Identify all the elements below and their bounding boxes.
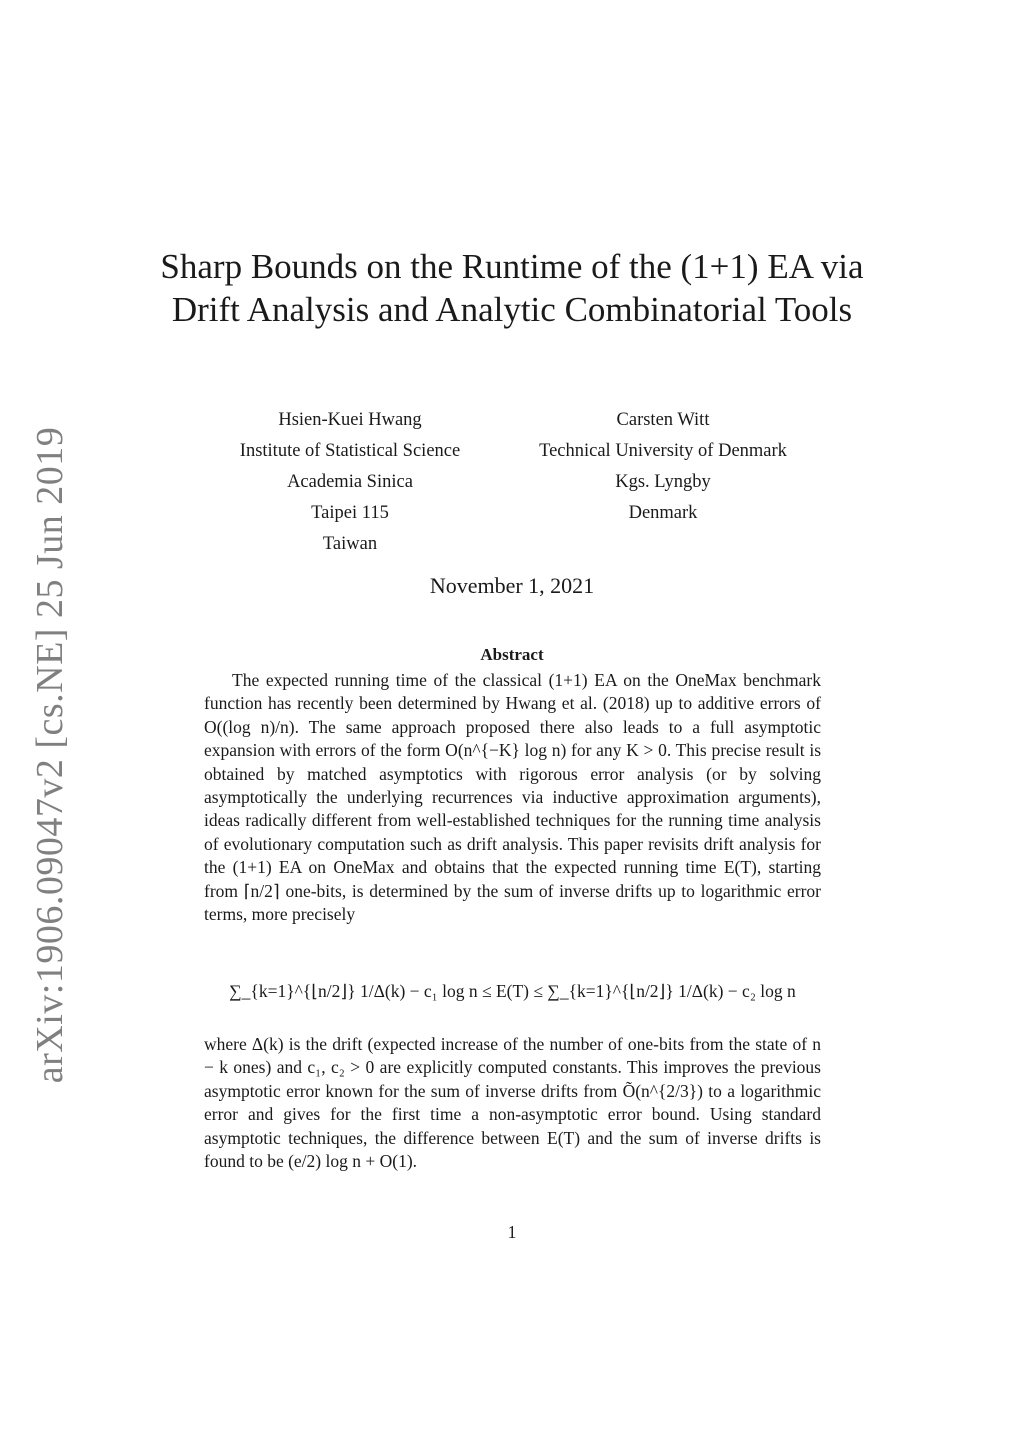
author-affiliation-line: Academia Sinica: [287, 472, 413, 492]
page-number: 1: [507, 1222, 517, 1242]
abstract-heading: Abstract: [480, 645, 544, 664]
arxiv-identifier: arXiv:1906.09047v2 [cs.NE] 25 Jun 2019: [29, 426, 72, 1084]
publication-date: November 1, 2021: [429, 573, 595, 598]
author-block: [200, 405, 500, 560]
paper-title: Sharp Bounds on the Runtime of the (1+1) EA via Drift Analysis and Analytic Combinatorial Tools: [160, 247, 864, 329]
author-affiliation-line: Institute of Statistical Science: [239, 441, 461, 461]
author-block: [513, 405, 813, 529]
author-affiliation-line: Taipei 115: [311, 503, 389, 523]
display-equation: ∑_{k=1}^{⌊n/2⌋} 1/Δ(k) − c₁ log n ≤ E(T) ≤ ∑_{k=1}^{⌊n/2⌋} 1/Δ(k) − c₂ log n: [229, 980, 796, 1001]
abstract-paragraph: The expected running time of the classical (1+1) EA on the OneMax benchmark function has recently been determined by Hwang et al. (2018) up to additive errors of O((log n)/n). The same approach proposed there also leads to a full asymptotic expansion with errors of the form O(n^{−K} log n) for any K > 0. This precise result is obtained by matched asymptotics with rigorous error analysis (or by solving asymptotically the underlying recurrences via inductive approximation arguments), ideas radically different from well-established techniques for the running time analysis of evolutionary computation such as drift analysis. This paper revisits drift analysis for the (1+1) EA on OneMax and obtains that the expected running time E(T), starting from ⌈n/2⌉ one-bits, is determined by the sum of inverse drifts up to logarithmic error terms, more precisely: [204, 670, 821, 925]
abstract-paragraph: where Δ(k) is the drift (expected increase of the number of one-bits from the state of n − k ones) and c₁, c₂ > 0 are explicitly computed constants. This improves the previous asymptotic error known for the sum of inverse drifts from Õ(n^{2/3}) to a logarithmic error and gives for the first time a non-asymptotic error bound. Using standard asymptotic techniques, the difference between E(T) and the sum of inverse drifts is found to be (e/2) log n + O(1).: [204, 1034, 821, 1172]
author-affiliation-line: Kgs. Lyngby: [615, 472, 711, 492]
arxiv-sidebar: [20, 426, 80, 1084]
author-name: Hsien-Kuei Hwang: [278, 410, 422, 430]
author-name: Carsten Witt: [616, 410, 710, 430]
author-affiliation-line: Technical University of Denmark: [539, 441, 787, 461]
author-affiliation-line: Denmark: [628, 503, 698, 523]
author-affiliation-line: Taiwan: [322, 534, 378, 554]
